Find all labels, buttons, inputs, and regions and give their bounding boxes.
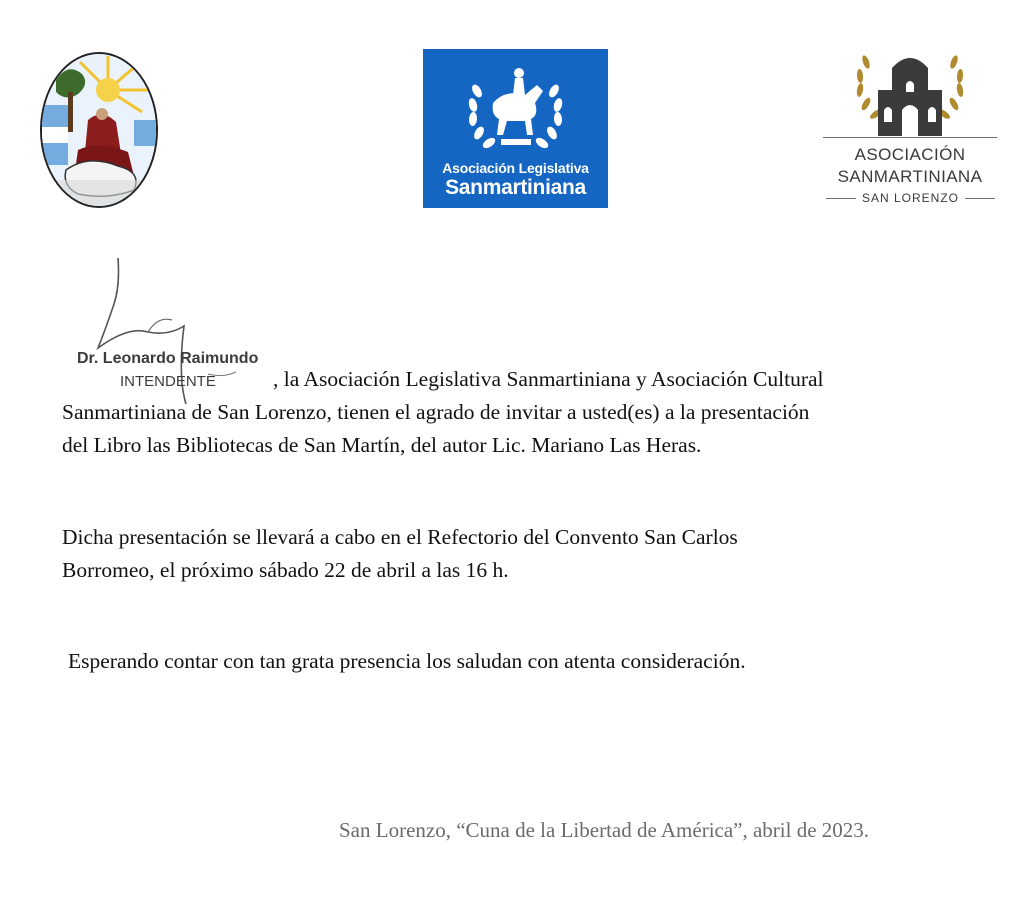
convent-building-icon [852,50,968,138]
right-logo-line1: ASOCIACIÓN [854,145,966,164]
right-logo-line2: SANMARTINIANA [837,167,983,186]
asociacion-legislativa-logo [423,49,608,208]
asociacion-sanmartiniana-logo [820,50,1000,210]
invitation-paragraph-line3: del Libro las Bibliotecas de San Martín, del autor Lic. Mariano Las Heras. [62,433,702,457]
signer-name: Dr. Leonardo Raimundo [77,350,259,367]
invitation-paragraph-line1: , la Asociación Legislativa Sanmartiniana y Asociación Cultural [273,367,824,391]
center-logo-line1: Asociación Legislativa [442,160,589,176]
equestrian-statue-icon [463,63,568,158]
center-logo-line2: Sanmartiniana [445,176,586,199]
event-details-line1: Dicha presentación se llevará a cabo en el Refectorio del Convento San Carlos [62,525,738,549]
right-logo-line3: SAN LORENZO [820,191,1000,205]
date-line: San Lorenzo, “Cuna de la Libertad de América”, abril de 2023. [339,818,870,842]
closing-paragraph: Esperando contar con tan grata presencia los saludan con atenta consideración. [68,649,746,673]
signer-title: INTENDENTE [120,373,216,390]
invitation-paragraph-line2: Sanmartiniana de San Lorenzo, tienen el agrado de invitar a usted(es) a la presentación [62,400,810,424]
coat-of-arms-logo [38,50,160,210]
logo-divider [823,137,997,138]
event-details-line2: Borromeo, el próximo sábado 22 de abril a las 16 h. [62,558,509,582]
